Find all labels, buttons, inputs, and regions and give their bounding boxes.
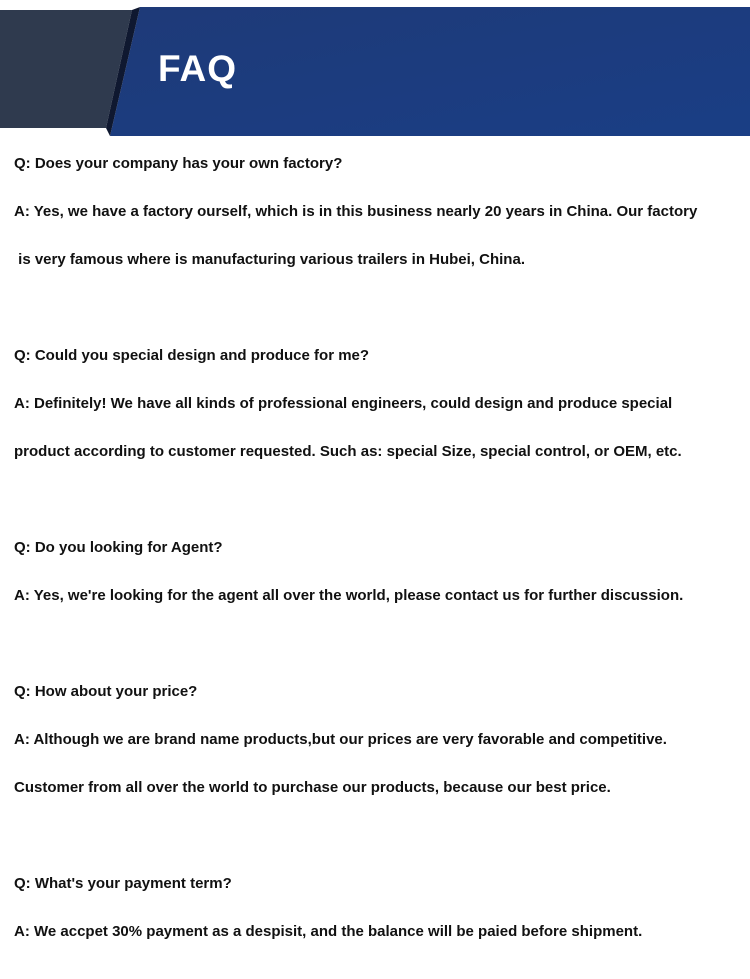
page-title: FAQ [158,48,238,89]
faq-question-2: Q: Could you special design and produce for me? [14,347,370,364]
faq-question-3: Q: Do you looking for Agent? [14,539,223,556]
faq-answer-5-line-1: A: We accpet 30% payment as a despisit, and the balance will be paied before shipment. [14,923,643,940]
banner-background [0,0,750,136]
faq-answer-2-line-1: A: Definitely! We have all kinds of professional engineers, could design and produce special [14,395,673,412]
faq-answer-3-line-1: A: Yes, we're looking for the agent all over the world, please contact us for further discussion. [14,587,684,604]
faq-question-1: Q: Does your company has your own factory? [14,155,343,172]
faq-answer-4-line-1: A: Although we are brand name products,but our prices are very favorable and competitive. [14,731,667,748]
faq-answer-2-line-2: product according to customer requested. Such as: special Size, special control, or OEM, etc. [14,443,682,460]
faq-question-5: Q: What's your payment term? [14,875,232,892]
faq-answer-1-line-2: is very famous where is manufacturing various trailers in Hubei, China. [14,251,525,268]
faq-question-4: Q: How about your price? [14,683,198,700]
faq-banner [0,0,750,136]
faq-answer-4-line-2: Customer from all over the world to purchase our products, because our best price. [14,779,611,796]
faq-answer-1-line-1: A: Yes, we have a factory ourself, which is in this business nearly 20 years in China. Our factory [14,203,698,220]
